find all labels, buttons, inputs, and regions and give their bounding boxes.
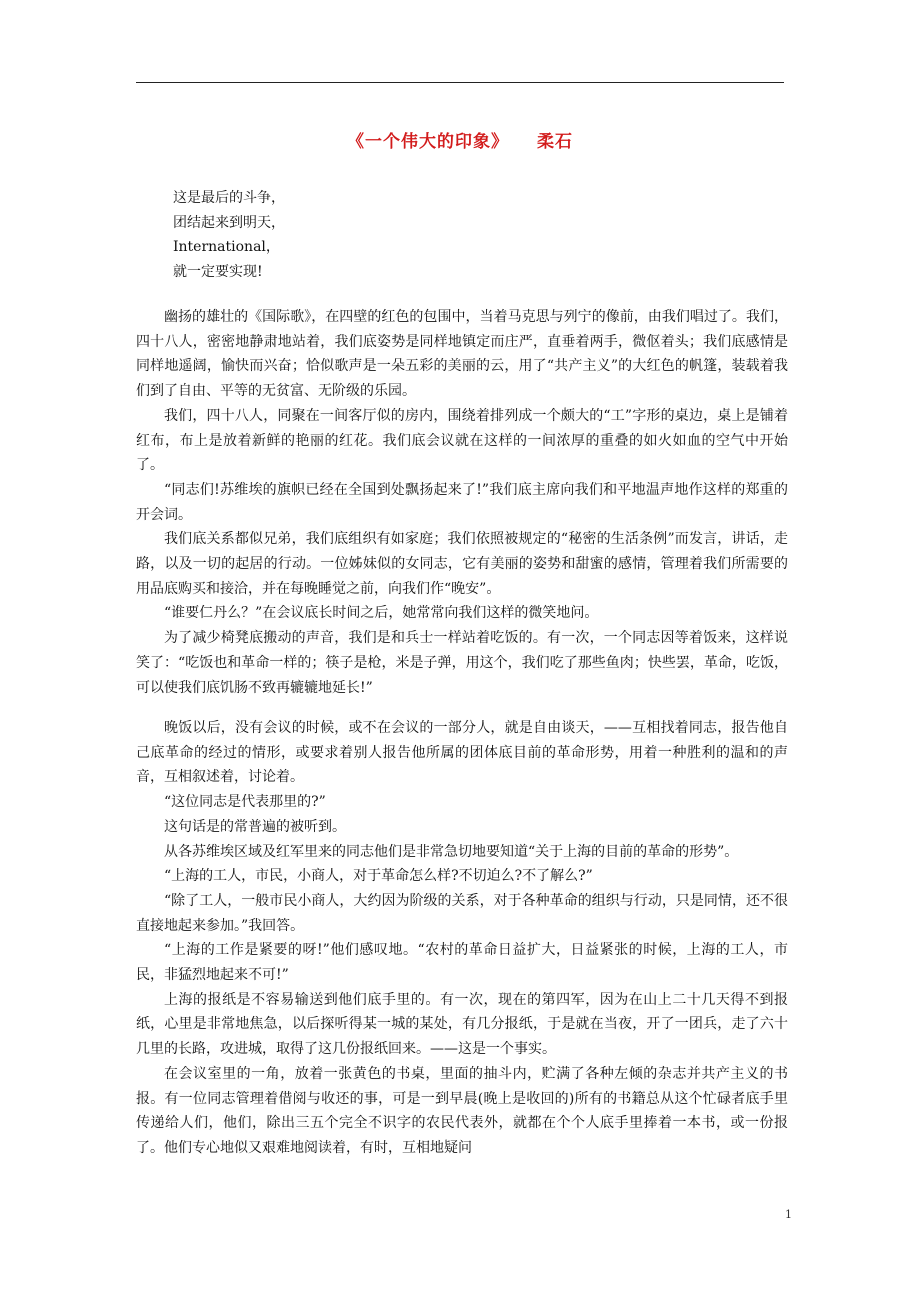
poem-line: 这是最后的斗争， bbox=[173, 190, 285, 206]
paragraph: 我们，四十八人，同聚在一间客厅似的房内，围绕着排列成一个颇大的“工”字形的桌边，桌上是铺着红布，布上是放着新鲜的艳丽的红花。我们底会议就在这样的一间浓厚的重叠的如火如血的空气中开始了。 bbox=[136, 407, 788, 474]
paragraph: 这句话是的常普遍的被听到。 bbox=[164, 818, 346, 835]
poem-line: 团结起来到明天， bbox=[173, 214, 285, 231]
author-name: 柔石 bbox=[537, 132, 573, 152]
paragraph: “这位同志是代表那里的?” bbox=[164, 794, 326, 811]
paragraph: “上海的工人，市民，小商人，对于革命怎么样?不切迫么?不了解么?” bbox=[164, 868, 593, 885]
title-text: 《一个伟大的印象》 bbox=[347, 132, 509, 152]
body-text-part1 bbox=[136, 305, 788, 700]
paragraph: “谁要仁丹么？”在会议底长时间之后，她常常向我们这样的微笑地问。 bbox=[164, 605, 599, 622]
poem-block bbox=[173, 186, 285, 284]
header-rule bbox=[136, 82, 784, 83]
page-number: 1 bbox=[785, 1208, 792, 1221]
paragraph: 晚饭以后，没有会议的时候，或不在会议的一部分人，就是自由谈天，——互相找着同志，报告他自己底革命的经过的情形，或要求着别人报告他所属的团体底目前的革命形势，用着一种胜利的温和的声音，互相叙述着，讨论着。 bbox=[136, 720, 788, 786]
paragraph: 从各苏维埃区域及红军里来的同志他们是非常急切地要知道“关于上海的目前的革命的形势”。 bbox=[164, 843, 739, 860]
paragraph: 为了减少椅凳底搬动的声音，我们是和兵士一样站着吃饭的。有一次，一个同志因等着饭来，这样说笑了：“吃饭也和革命一样的；筷子是枪，米是子弹，用这个，我们吃了那些鱼肉；快些罢，革命，吃饭，可以使我们底饥肠不致再辘辘地延长!” bbox=[136, 630, 788, 696]
page-title bbox=[136, 127, 784, 152]
paragraph: 在会议室里的一角，放着一张黄色的书桌，里面的抽斗内，贮满了各种左倾的杂志并共产主义的书报。有一位同志管理着借阅与收还的事，可是一到早晨(晚上是收回的)所有的书籍总从这个忙碌者底手里传递给人们，他们，除出三五个完全不识字的农民代表外，就都在个个人底手里捧着一本书，或一份报了。他们专心地似又艰难地阅读着，有时，互相地疑问 bbox=[136, 1065, 788, 1156]
paragraph: “上海的工作是紧要的呀!”他们感叹地。“农村的革命日益扩大，日益紧张的时候，上海的工人，市民，非猛烈地起来不可!” bbox=[136, 942, 788, 984]
paragraph: “同志们!苏维埃的旗帜已经在全国到处飘扬起来了!”我们底主席向我们和平地温声地作这样的郑重的开会词。 bbox=[136, 481, 788, 523]
paragraph: 幽扬的雄壮的《国际歌》，在四壁的红色的包围中，当着马克思与列宁的像前，由我们唱过了。我们，四十八人，密密地静肃地站着，我们底姿势是同样地镇定而庄严，直垂着两手，微伛着头；我们底感情是同样地遥阔，愉快而兴奋；恰似歌声是一朵五彩的美丽的云，用了“共产主义”的大红色的帆篷，装载着我们到了自由、平等的无贫富、无阶级的乐园。 bbox=[136, 309, 788, 400]
paragraph: 我们底关系都似兄弟，我们底组织有如家庭；我们依照被规定的“秘密的生活条例”而发言，讲话，走路，以及一切的起居的行动。一位姊妹似的女同志，它有美丽的姿势和甜蜜的感情，管理着我们所需要的用品底购买和接洽，并在每晚睡觉之前，向我们作“晚安”。 bbox=[136, 531, 788, 597]
paragraph: “除了工人，一般市民小商人，大约因为阶级的关系，对于各种革命的组织与行动，只是同情，还不很直接地起来参加。”我回答。 bbox=[136, 892, 788, 934]
poem-line: 就一定要实现! bbox=[173, 263, 263, 280]
poem-line: International， bbox=[173, 239, 280, 255]
paragraph: 上海的报纸是不容易输送到他们底手里的。有一次，现在的第四军，因为在山上二十几天得不到报纸，心里是非常地焦急，以后探听得某一城的某处，有几分报纸，于是就在当夜，开了一团兵，走了六十几里的长路，攻进城，取得了这几份报纸回来。——这是一个事实。 bbox=[136, 991, 788, 1058]
body-text-part2 bbox=[136, 716, 788, 1161]
